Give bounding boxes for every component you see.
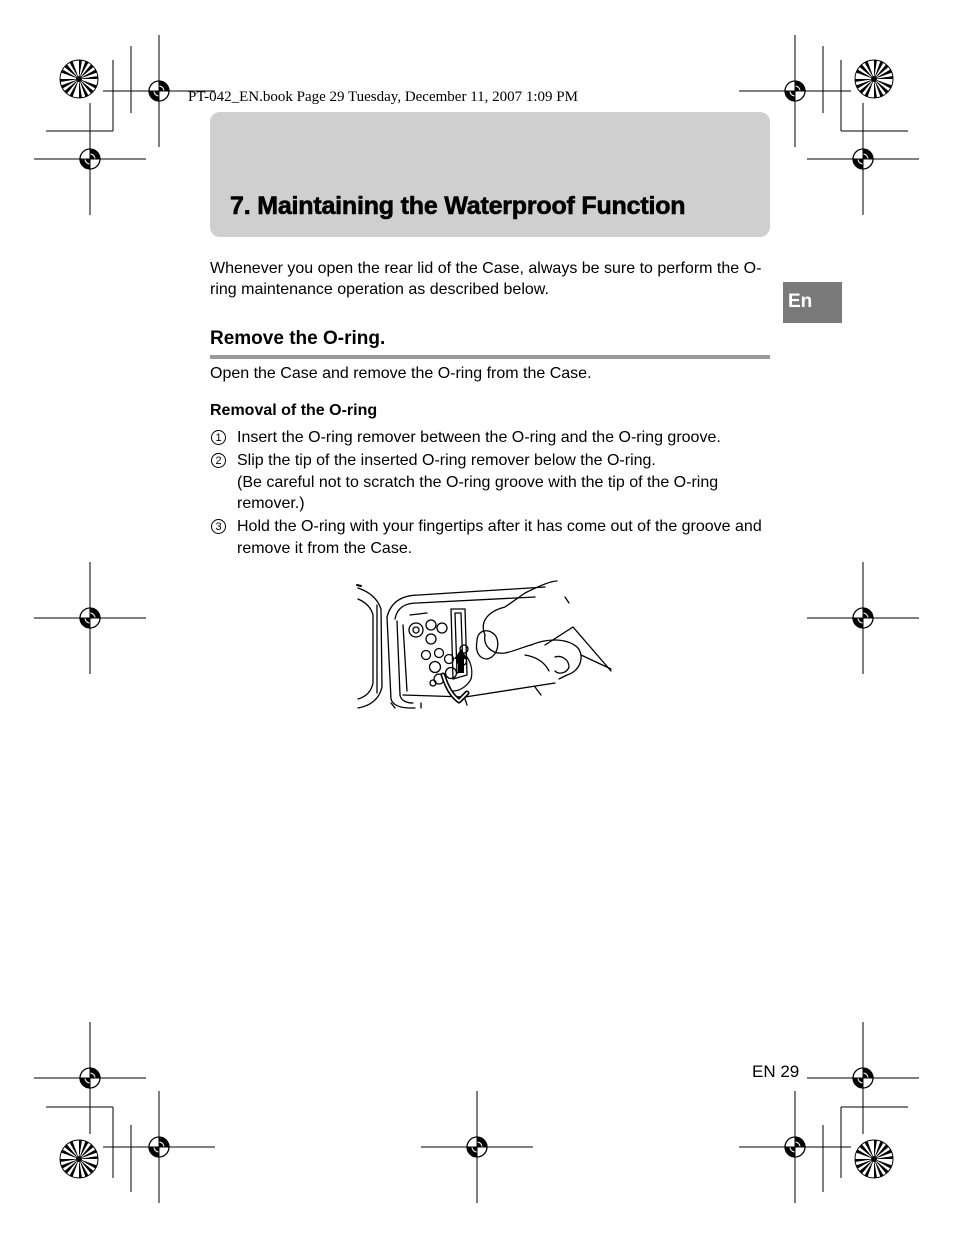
starburst-icon xyxy=(60,1140,98,1178)
page-number: EN 29 xyxy=(752,1062,800,1081)
step-number: 1 xyxy=(211,430,226,445)
step-text: Hold the O-ring with your fingertips after it has come out of the groove and remove it from the Case. xyxy=(237,518,762,557)
registration-mark-icon xyxy=(103,1091,215,1203)
step-note: (Be careful not to scratch the O-ring groove with the tip of the O-ring remover.) xyxy=(237,473,719,512)
print-header: PT-042_EN.book Page 29 Tuesday, December 11, 2007 1:09 PM xyxy=(188,89,578,105)
registration-mark-icon xyxy=(34,103,146,215)
step-number: 2 xyxy=(211,453,226,468)
title-banner xyxy=(210,112,770,237)
section-body: Open the Case and remove the O-ring from the Case. xyxy=(210,365,592,382)
step-text: Insert the O-ring remover between the O-ring and the O-ring groove. xyxy=(237,429,721,446)
registration-mark-icon xyxy=(34,1022,146,1134)
starburst-icon xyxy=(855,1140,893,1178)
section-heading: Remove the O-ring. xyxy=(210,328,386,349)
step-item xyxy=(210,516,780,559)
step-list xyxy=(210,427,780,561)
starburst-icon xyxy=(60,60,98,98)
registration-mark-icon xyxy=(421,1091,533,1203)
step-item xyxy=(210,450,780,515)
registration-mark-icon xyxy=(739,1091,851,1203)
step-number: 3 xyxy=(211,519,226,534)
step-text: Slip the tip of the inserted O-ring remover below the O-ring. xyxy=(237,452,656,469)
page-title: 7. Maintaining the Waterproof Function xyxy=(230,192,686,220)
language-tab-label: En xyxy=(788,291,813,312)
o-ring-removal-illustration-icon xyxy=(355,575,615,715)
language-tab xyxy=(783,282,842,323)
registration-mark-icon xyxy=(807,103,919,215)
registration-mark-icon xyxy=(34,562,146,674)
registration-mark-icon xyxy=(807,562,919,674)
section-divider xyxy=(210,355,770,359)
subsection-heading: Removal of the O-ring xyxy=(210,402,378,419)
registration-mark-icon xyxy=(807,1022,919,1134)
starburst-icon xyxy=(855,60,893,98)
step-item xyxy=(210,427,780,449)
intro-paragraph: Whenever you open the rear lid of the Case, always be sure to perform the O-ring maintenance operation as described below. xyxy=(210,260,762,298)
